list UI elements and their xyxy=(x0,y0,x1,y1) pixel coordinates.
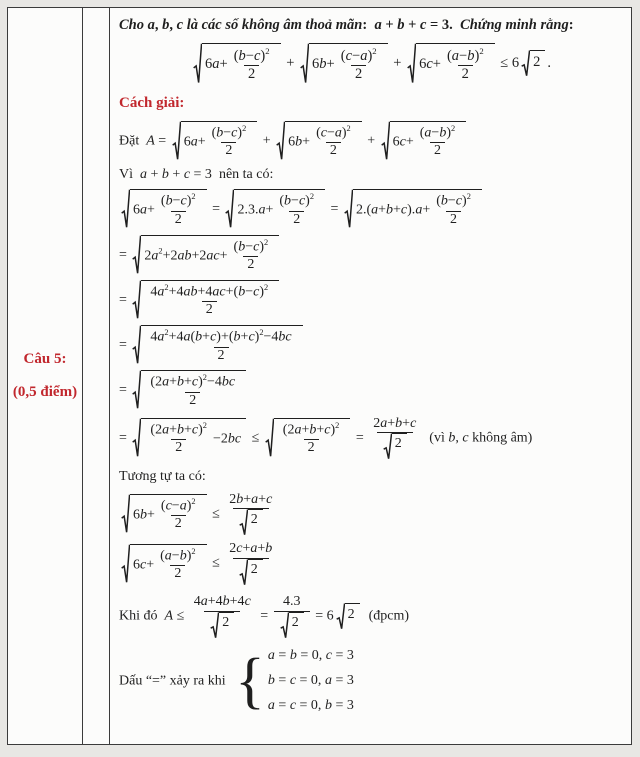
fraction: $\frac{(2a+b+c)^2}{2}$ xyxy=(282,420,340,456)
cases-row: b = c = 0, a = 3 xyxy=(267,673,354,689)
solution-line-eq5: = $\frac{(2a+b+c)^2-4bc}{2}$ xyxy=(119,370,623,410)
radical-sign: 2 xyxy=(383,433,407,460)
solution-line-tuongtu: Tương tự ta có: xyxy=(119,469,206,485)
radical-sign: 6b+ $\frac{(c-a)^2}{2}$ xyxy=(276,121,362,161)
radical-sign xyxy=(132,325,302,365)
fraction: $\frac{(c-a)^2}{2}$ xyxy=(316,123,351,159)
radical-sign: 2 xyxy=(521,50,545,77)
radical-sign: 2 xyxy=(280,612,304,639)
solution-line-khido: Khi đó A ≤ $\frac{4a+4b+4c}{2}$ = $\frac{4.3}{2}$ = 6 2 (đpcm) xyxy=(119,594,623,639)
fraction: $\frac{(b-c)^2}{2}$ xyxy=(211,123,247,159)
fraction: $\frac{(b-c)^2}{2}$ xyxy=(233,45,270,83)
radical-sign: 2 xyxy=(210,612,234,639)
radical-sign: 6c+ $\frac{(a-b)^2}{2}$ xyxy=(381,121,467,161)
fraction: $\frac{(2a+b+c)^2}{2}$ xyxy=(150,420,207,456)
fraction: $\frac{(a-b)^2}{2}$ xyxy=(160,546,196,582)
radical-sign: 2 xyxy=(239,509,263,536)
radical-sign: $2a^2+2ab+2ac+$ $\frac{(b-c)^2}{2}$ xyxy=(132,235,279,275)
cases-row: a = c = 0, b = 3 xyxy=(267,698,354,714)
problem-statement: Cho a, b, c là các số không âm thoả mãn: a + b + c = 3. Chứng minh rằng: xyxy=(119,17,574,33)
radical-sign: 6a+ $\frac{(b-c)^2}{2}$ xyxy=(193,43,281,85)
fraction: $\frac{2a+b+c}{2}$ xyxy=(369,416,420,461)
fraction: $\frac{(b-c)^2}{2}$ xyxy=(436,192,471,227)
fraction: $\frac{4a+4b+4c}{2}$ xyxy=(190,594,255,639)
question-number: Câu 5: xyxy=(23,351,67,367)
fraction: $\frac{(a-b)^2}{2}$ xyxy=(446,45,484,83)
fraction: $\frac{(c-a)^2}{2}$ xyxy=(160,496,196,532)
solution-line-eq6: = $\frac{(2a+b+c)^2}{2}$ −2bc ≤ $\frac{(2a+b+c)^2}{2}$ = $\frac{2a+b+c}{2}$ (vì b, c không âm) xyxy=(119,416,623,461)
solution-heading: Cách giải: xyxy=(119,95,185,112)
radical-sign: 6b+ $\frac{(c-a)^2}{2}$ xyxy=(121,494,207,534)
solution-line-eq4: = $\frac{4a^2+4a(b+c)+(b+c)^2-4bc}{2}$ xyxy=(119,325,623,365)
cases-row: a = b = 0, c = 3 xyxy=(267,648,354,664)
fraction: $\frac{4a^2+4ab+4ac+(b-c)^2}{2}$ xyxy=(150,282,269,318)
cases-group: { a = b = 0, c = 3 b = c = 0, a = 3 a = c = 0, b = 3 xyxy=(235,647,354,716)
answer-table xyxy=(7,7,632,745)
radical-sign: 2.3.a+ $\frac{(b-c)^2}{2}$ xyxy=(225,189,325,229)
fraction: $\frac{(a-b)^2}{2}$ xyxy=(419,123,456,159)
problem-inequality: 6a+ $\frac{(b-c)^2}{2}$ + 6b+ $\frac{(c-a)^2}{2}$ + 6c+ $\frac{(a-b)^2}{2}$ ≤ 6 2 . xyxy=(119,43,623,85)
fraction: $\frac{4a^2+4a(b+c)+(b+c)^2-4bc}{2}$ xyxy=(150,328,292,363)
spacer-column xyxy=(83,8,110,744)
radical-sign xyxy=(132,370,246,410)
radical-sign: 2.(a+b+c).a+ $\frac{(b-c)^2}{2}$ xyxy=(344,189,482,229)
solution-line-eq7: 6b+ $\frac{(c-a)^2}{2}$ ≤ $\frac{2b+a+c}{2}$ xyxy=(119,492,623,537)
solution-line-vi: Vì a + b + c = 3 nên ta có: xyxy=(119,167,274,183)
fraction: $\frac{(b-c)^2}{2}$ xyxy=(233,237,269,273)
question-label-cell xyxy=(8,8,83,744)
fraction: $\frac{(b-c)^2}{2}$ xyxy=(160,192,196,227)
radical-sign: $\frac{(2a+b+c)^2}{2}$ −2bc xyxy=(132,418,246,458)
radical-sign: 2 xyxy=(336,603,360,630)
radical-sign xyxy=(132,280,279,320)
radical-sign xyxy=(265,418,351,458)
solution-line-eq8: 6c+ $\frac{(a-b)^2}{2}$ ≤ $\frac{2c+a+b}{2}$ xyxy=(119,541,623,586)
fraction: $\frac{2b+a+c}{2}$ xyxy=(225,492,276,537)
question-points: (0,5 điểm) xyxy=(12,384,78,400)
fraction: $\frac{2c+a+b}{2}$ xyxy=(225,541,276,586)
solution-line-eq3: = $\frac{4a^2+4ab+4ac+(b-c)^2}{2}$ xyxy=(119,280,623,320)
fraction: $\frac{(b-c)^2}{2}$ xyxy=(279,192,315,227)
solution-content xyxy=(110,8,631,744)
radical-sign: 2 xyxy=(239,559,263,586)
radical-sign: 6c+ $\frac{(a-b)^2}{2}$ xyxy=(407,43,495,85)
radical-sign: 6b+ $\frac{(c-a)^2}{2}$ xyxy=(300,43,388,85)
fraction: $\frac{(c-a)^2}{2}$ xyxy=(340,45,377,83)
solution-line-dat: Đặt A = 6a+ $\frac{(b-c)^2}{2}$ + 6b+ $\frac{(c-a)^2}{2}$ + 6c+ $\frac{(a-b)^2}{2}$ xyxy=(119,121,623,161)
fraction: $\frac{4.3}{2}$ xyxy=(274,594,310,639)
fraction: $\frac{(2a+b+c)^2-4bc}{2}$ xyxy=(150,373,236,408)
solution-line-eq1: 6a+ $\frac{(b-c)^2}{2}$ = 2.3.a+ $\frac{(b-c)^2}{2}$ = 2.(a+b+c).a+ $\frac{(b-c)^2}{2}$ xyxy=(119,189,623,229)
radical-sign: 6c+ $\frac{(a-b)^2}{2}$ xyxy=(121,544,207,584)
radical-sign: 6a+ $\frac{(b-c)^2}{2}$ xyxy=(121,189,207,229)
solution-line-eq2: = $2a^2+2ab+2ac+$ $\frac{(b-c)^2}{2}$ xyxy=(119,235,623,275)
solution-line-dau: Dấu “=” xảy ra khi { a = b = 0, c = 3 b = c = 0, a = 3 a = c = 0, b = 3 xyxy=(119,647,354,716)
radical-sign: 6a+ $\frac{(b-c)^2}{2}$ xyxy=(172,121,258,161)
